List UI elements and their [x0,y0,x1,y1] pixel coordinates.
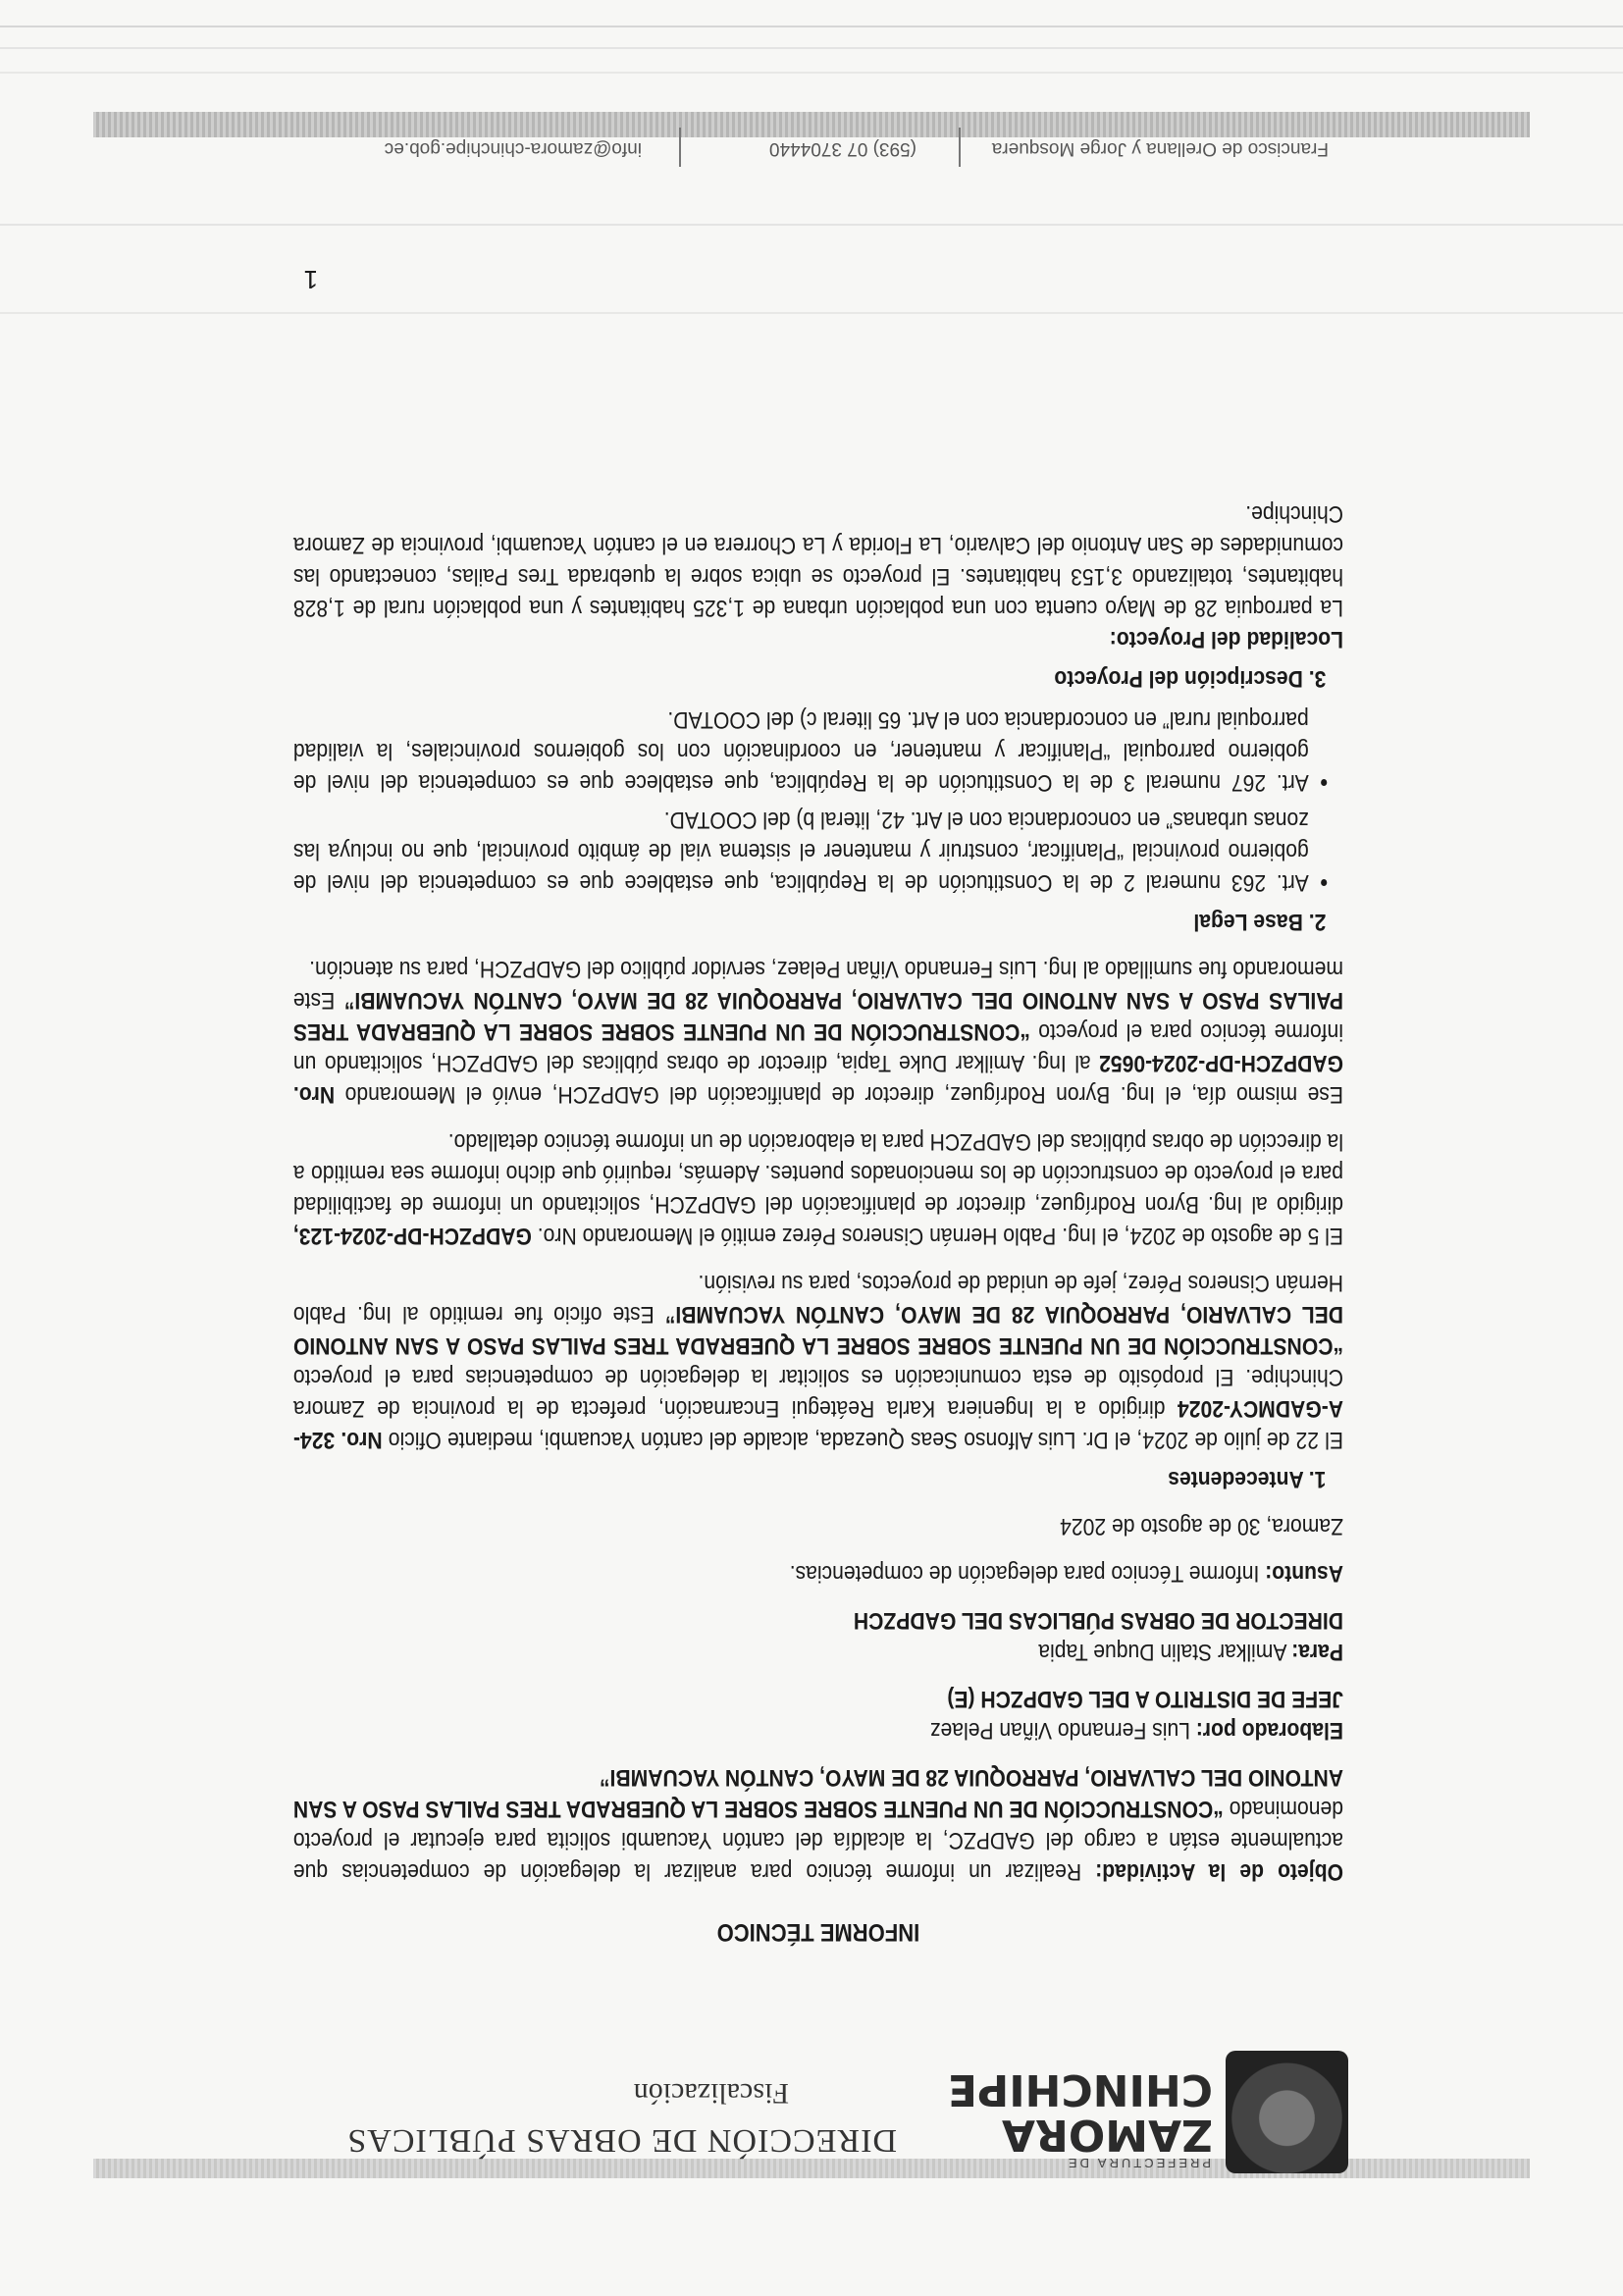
text-run: Este oficio fue remitido al Ing. Pablo Hernán Cisneros Pérez, jefe de unidad de proyectos, para su revisión. [292,1270,1343,1328]
asunto-text: Informe Técnico para delegación de competencias. [789,1560,1266,1587]
asunto-label: Asunto: [1265,1560,1343,1587]
legal-list [293,704,1343,898]
scan-line [0,72,1623,74]
elaborado-role: JEFE DE DISTRITO A DEL GADPZCH (E) [947,1686,1343,1712]
section-3-title: 3. Descripción del Proyecto [1054,665,1327,692]
objeto-label: Objeto de la Actividad: [1095,1858,1343,1885]
prefectura-logo [947,2041,1348,2178]
objeto-text: Realizar un informe técnico para analizar la delegación de competencias que actualmente están a cargo del GADPZC, la alcaldía del cantón Yacuambi solicita para ejecutar el proyecto denominado [292,1796,1343,1885]
legal-item: • Art. 267 numeral 3 de la Constitución de la República, que establece que es competencia del nivel de gobierno parroquial “Planificar y mantener, en coordinación con los gobiernos provinciales, la vialidad parroquial rural” en concordancia con el Art. 65 literal c) del COOTAD. [293,704,1309,798]
asunto-block [293,1557,1343,1589]
section-1-title: 1. Antecedentes [1168,1466,1327,1492]
text-run: dirigido al Ing. Byron Rodríguez, director de planificación del GADPZCH, solicitando un informe de factibilidad para el proyecto de construcción de los mencionados puentes. Además, requirió que dicho informe sea remitido a la dirección de obras públicas del GADPZCH para la elaboración de un informe técnico detallado. [292,1128,1343,1218]
text-run: El 5 de agosto de 2024, el Ing. Pablo Hernán Cisneros Pérez emitió el Memorando Nro. [531,1223,1343,1249]
text-run: Este memorando fue sumillado al Ing. Luis Fernando Viñan Pelaez, servidor público del GADPZCH, para su atención. [292,956,1343,1014]
para-name: Amilkar Stalin Duque Tapia [1038,1639,1292,1665]
footer [298,128,1329,167]
document-body [293,482,1343,1948]
department-title: DIRECCIÓN DE OBRAS PÚBLICAS [346,2122,897,2159]
antecedentes-paragraph-3 [293,953,1343,1110]
project-name: “CONSTRUCCIÓN DE UN PUENTE SOBRE SOBRE LA QUEBRADA TRES PAILAS PASO A SAN ANTONIO DEL CALVARIO, PARROQUIA 28 DE MAYO, CANTÓN YACUAMBI” [292,987,1343,1045]
document-title: INFORME TÉCNICO [716,1918,920,1946]
memo-number: GADPZCH-DP-2024-123, [292,1223,532,1249]
oficio-number: Nro. 324-A-GADMCY-2024 [292,1395,1343,1453]
elaborado-block [293,1683,1343,1746]
text-run: El 22 de julio de 2024, el Dr. Luis Alfonso Seas Quezada, alcalde del cantón Yacuambi, mediante Oficio [382,1427,1343,1453]
logo-name [947,2064,1213,2160]
para-role: DIRECTOR DE OBRAS PÚBLICAS DEL GADPZCH [853,1607,1343,1634]
page-number: 1 [303,265,318,294]
logo-line2: CHINCHIPE [947,2064,1213,2114]
department-subtitle: Fiscalización [633,2077,789,2110]
localidad-paragraph: La parroquia 28 de Mayo cuenta con una población urbana de 1,325 habitantes y una población rural de 1,828 habitantes, totalizando 3,153 habitantes. El proyecto se ubica sobre la quebrada Tres Pailas, conectando las comunidades de San Antonio del Calvario, La Florida y La Chorrera en el cantón Yacuambi, provincia de Zamora Chinchipe. [292,500,1343,621]
para-block [293,1604,1343,1667]
footer-phone: (593) 07 3704440 [768,138,916,159]
logo-small-text: PREFECTURA DE [1065,2156,1211,2170]
memo-number: Nro. GADPZCH-DP-2024-0652 [292,1050,1343,1108]
text-run: al Ing. Amilkar Duke Tapia, director de obras públicas del GADPZCH, solicitando un informe técnico para el proyecto [292,1018,1343,1076]
crest-icon [1226,2051,1348,2173]
scan-line [0,47,1623,49]
text-run: dirigido a la Ingeniera Karla Reátegui Encarnación, prefecta de la provincia de Zamora Chinchipe. El propósito de esta comunicación es solicitar la delegación de competencias para el proyecto [292,1364,1343,1422]
antecedentes-paragraph-2 [293,1125,1343,1251]
header [177,2031,1348,2178]
section-2-title: 2. Base Legal [1193,909,1327,935]
footer-email: info@zamora-chinchipe.gob.ec [384,138,642,159]
project-name: “CONSTRUCCIÓN DE UN PUENTE SOBRE SOBRE LA QUEBRADA TRES PAILAS PASO A SAN ANTONIO DEL CALVARIO, PARROQUIA 28 DE MAYO, CANTÓN YACUAMBI” [292,1301,1343,1359]
logo-line1: ZAMORA [1001,2110,1213,2160]
scan-line [0,224,1623,226]
localidad-title: Localidad del Proyecto: [1109,626,1343,652]
footer-address: Francisco de Orellana y Jorge Mosquera [991,138,1329,159]
antecedentes-paragraph-1 [293,1267,1343,1455]
scan-line [0,312,1623,314]
text-run: Ese mismo día, el Ing. Byron Rodríguez, director de planificación del GADPZCH, envió el Memorando [335,1081,1343,1108]
objeto-paragraph [293,1761,1343,1887]
elaborado-name: Luis Fernando Viñan Pelaez [929,1717,1196,1744]
para-label: Para: [1291,1639,1343,1665]
scan-line [0,26,1623,27]
legal-item: • Art. 263 numeral 2 de la Constitución de la República, que establece que es competencia del nivel de gobierno provincial “Planificar, construir y mantener el sistema vial de ámbito provincial, que no incluya las zonas urbanas” en concordancia con el Art. 42, literal b) del COOTAD. [293,804,1309,898]
elaborado-label: Elaborado por: [1195,1717,1343,1744]
date-line: Zamora, 30 de agosto de 2024 [1060,1513,1343,1539]
footer-divider [679,128,681,167]
footer-divider [959,128,961,167]
objeto-project: “CONSTRUCCIÓN DE UN PUENTE SOBRE SOBRE LA QUEBRADA TRES PAILAS PASO A SAN ANTONIO DEL CALVARIO, PARROQUIA 28 DE MAYO, CANTÓN YACUAMBI” [292,1764,1343,1822]
